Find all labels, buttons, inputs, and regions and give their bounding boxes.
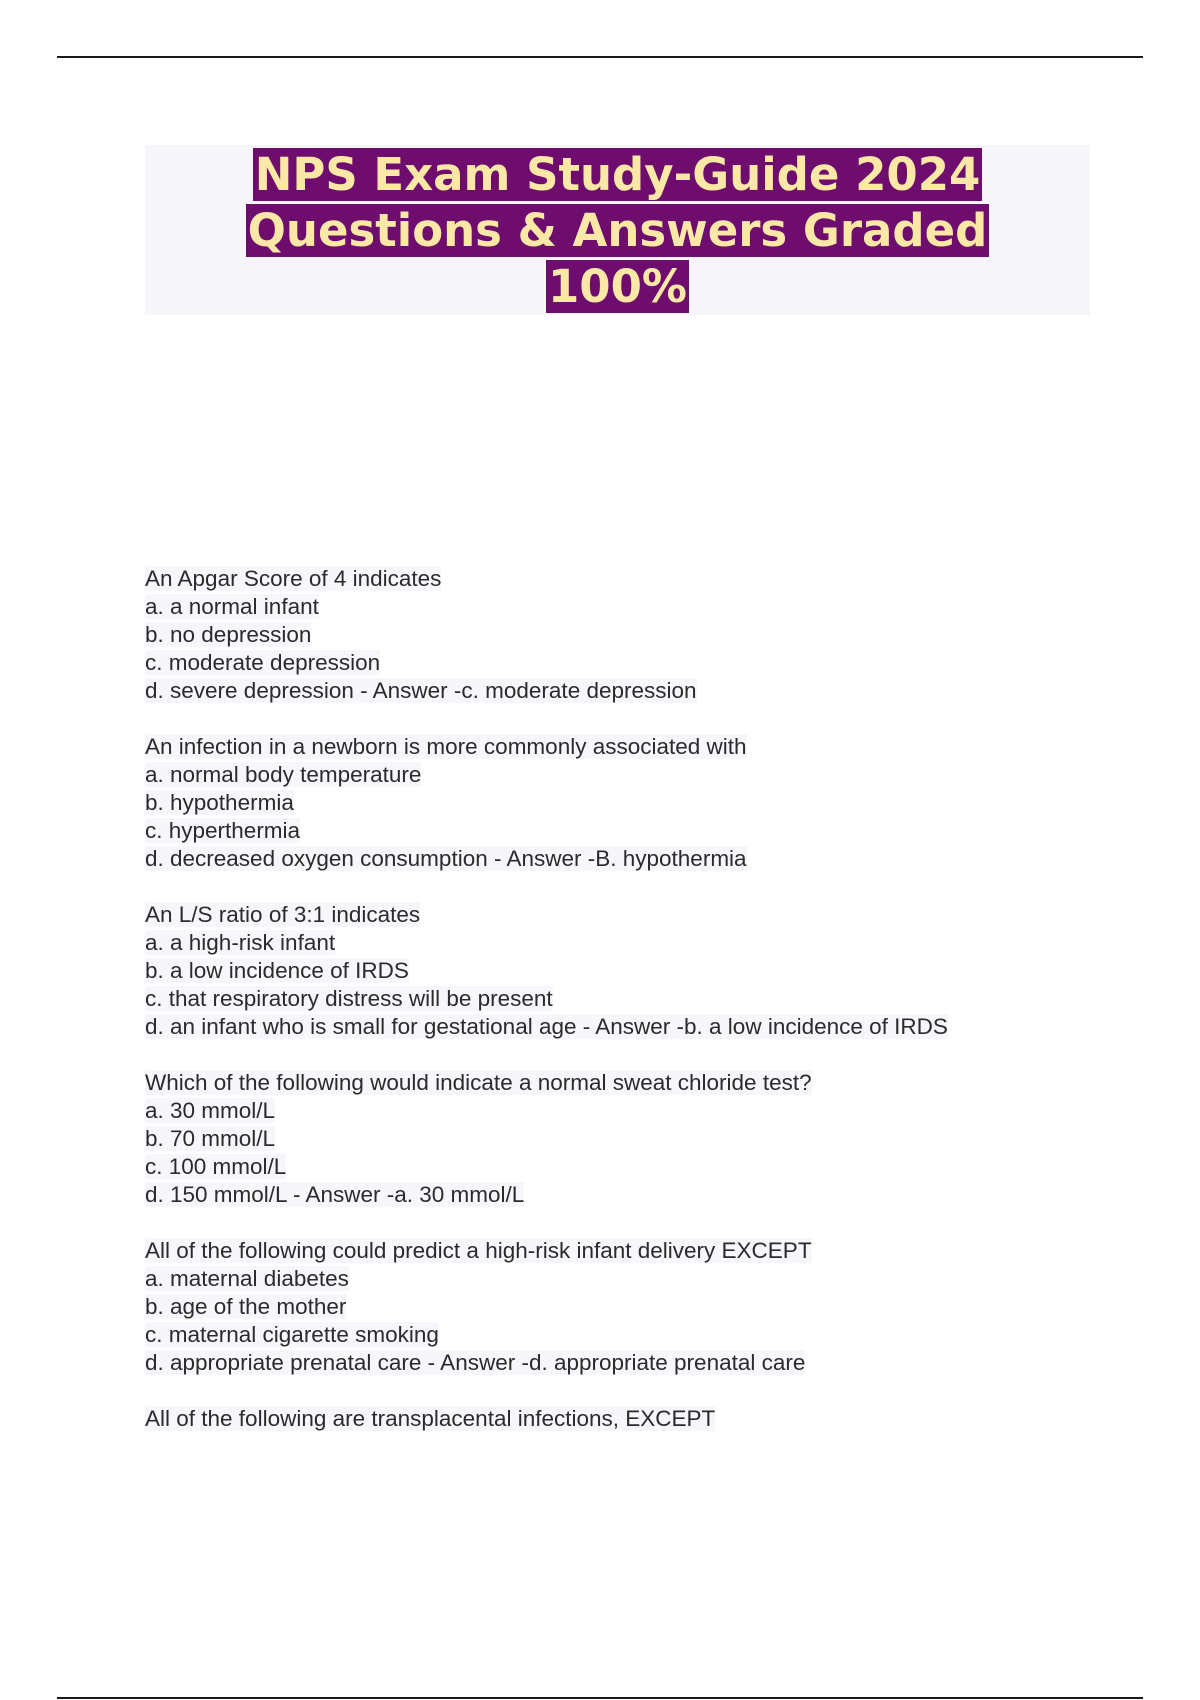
answer-option-text: a. normal body temperature <box>145 762 422 787</box>
answer-option <box>145 845 1045 873</box>
answer-option-text: a. a normal infant <box>145 594 319 619</box>
answer-option-text: a. maternal diabetes <box>145 1266 349 1291</box>
answer-option-text: b. a low incidence of IRDS <box>145 958 409 983</box>
answer-option <box>145 1013 1045 1041</box>
answer-option <box>145 789 1045 817</box>
answer-option-text: d. an infant who is small for gestational age - Answer -b. a low incidence of IRDS <box>145 1014 948 1039</box>
answer-option-text: b. no depression <box>145 622 312 647</box>
question-text <box>145 901 1045 929</box>
question-text-content: Which of the following would indicate a normal sweat chloride test? <box>145 1070 812 1095</box>
answer-option <box>145 985 1045 1013</box>
answer-option <box>145 1181 1045 1209</box>
top-rule <box>57 56 1143 58</box>
answer-option-text: d. 150 mmol/L - Answer -a. 30 mmol/L <box>145 1182 525 1207</box>
question-text-content: All of the following are transplacental infections, EXCEPT <box>145 1406 716 1431</box>
answer-option <box>145 957 1045 985</box>
answer-option <box>145 621 1045 649</box>
question-block <box>145 565 1045 705</box>
answer-option-text: d. severe depression - Answer -c. moderate depression <box>145 678 697 703</box>
title-banner <box>145 145 1090 315</box>
answer-option-text: c. moderate depression <box>145 650 381 675</box>
question-text-content: An infection in a newborn is more commonly associated with <box>145 734 747 759</box>
answer-option-text: c. that respiratory distress will be present <box>145 986 553 1011</box>
question-block <box>145 1069 1045 1209</box>
question-text <box>145 565 1045 593</box>
answer-option <box>145 677 1045 705</box>
answer-option-text: d. decreased oxygen consumption - Answer -B. hypothermia <box>145 846 747 871</box>
question-text-content: All of the following could predict a high-risk infant delivery EXCEPT <box>145 1238 812 1263</box>
answer-option <box>145 1153 1045 1181</box>
answer-option-text: d. appropriate prenatal care - Answer -d. appropriate prenatal care <box>145 1350 806 1375</box>
question-text <box>145 1237 1045 1265</box>
answer-option <box>145 1349 1045 1377</box>
question-text-content: An L/S ratio of 3:1 indicates <box>145 902 421 927</box>
answer-option <box>145 1125 1045 1153</box>
question-text <box>145 1405 1045 1433</box>
answer-option <box>145 761 1045 789</box>
answer-option <box>145 1265 1045 1293</box>
question-block <box>145 901 1045 1041</box>
answer-option <box>145 929 1045 957</box>
answer-option <box>145 1321 1045 1349</box>
document-title: NPS Exam Study-Guide 2024 Questions & Answers Graded 100% <box>247 148 988 313</box>
answer-option <box>145 1097 1045 1125</box>
question-list <box>145 565 1045 1461</box>
answer-option-text: c. maternal cigarette smoking <box>145 1322 439 1347</box>
question-block <box>145 1237 1045 1377</box>
answer-option <box>145 817 1045 845</box>
answer-option <box>145 593 1045 621</box>
answer-option-text: b. age of the mother <box>145 1294 347 1319</box>
question-block <box>145 1405 1045 1433</box>
question-text <box>145 1069 1045 1097</box>
answer-option-text: a. a high-risk infant <box>145 930 336 955</box>
answer-option <box>145 1293 1045 1321</box>
question-text <box>145 733 1045 761</box>
answer-option-text: c. 100 mmol/L <box>145 1154 287 1179</box>
answer-option-text: b. hypothermia <box>145 790 294 815</box>
answer-option-text: a. 30 mmol/L <box>145 1098 276 1123</box>
answer-option-text: c. hyperthermia <box>145 818 301 843</box>
bottom-rule <box>57 1697 1143 1699</box>
question-text-content: An Apgar Score of 4 indicates <box>145 566 442 591</box>
answer-option <box>145 649 1045 677</box>
question-block <box>145 733 1045 873</box>
answer-option-text: b. 70 mmol/L <box>145 1126 276 1151</box>
